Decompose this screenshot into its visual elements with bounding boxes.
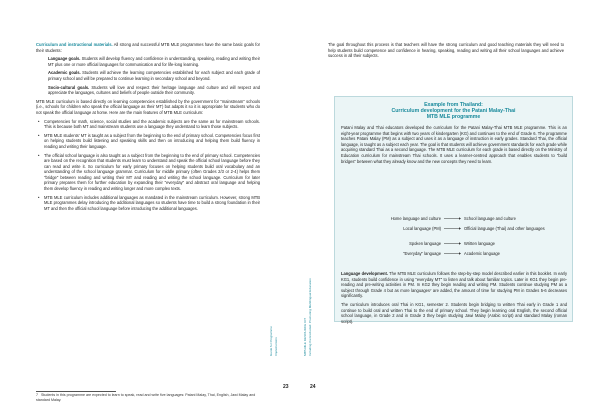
- footnote-number: 7: [36, 393, 38, 397]
- list-item: • The official school language is also taught as a subject from the beginning to the end of primary school. Competencies are based on the recognition that students must learn to understand and speak the official school language before they can read and write it. So curriculum for early primary focuses on helping students build oral vocabulary and an understanding of the school language grammar. Curriculum for middle primary (often Grades 2/3 or 2-4) helps them "bridge" between reading and writing their MT and reading and writing the school language. Curriculum for later primary prepares them for further education by expanding their "everyday" and abstract oral language and helping them develop fluency in reading and writing longer and more complex texts.: [44, 153, 260, 192]
- bridge-row: [341, 226, 567, 235]
- bridge-left: Home language and culture: [390, 216, 441, 221]
- page-number: 23: [283, 384, 289, 390]
- bridge-right: Official language (Thai) and other languages: [464, 226, 545, 231]
- intro-heading: Curriculum and instructional materials.: [36, 42, 113, 47]
- arrow-icon: [444, 252, 461, 255]
- arrow-icon: [444, 227, 461, 230]
- box-paragraph-label: Language development.: [341, 271, 388, 276]
- box-title-line: Example from Thailand:: [424, 102, 483, 108]
- box-title-line: MTB MLE programme: [426, 114, 481, 121]
- bridge-right: Academic language: [464, 251, 500, 256]
- page-number: 24: [310, 384, 316, 390]
- box-title: [335, 102, 572, 121]
- goal-text: Students will achieve the learning competencies established for each subject and each grade of primary school and will be prepared to continue learning in secondary school and beyond.: [48, 70, 260, 81]
- goal-label: Language goals.: [48, 56, 81, 62]
- bridge-right: School language and culture: [464, 216, 516, 221]
- right-top-paragraph: The goal throughout this process is that teachers will have the strong curriculum and good teaching materials they will need to help students build competence and confidence in hearing, speaking, reading and writing all their school languages and achieve success in all their subjects.: [328, 42, 564, 59]
- goal-text: Students will love and respect their heritage language and culture and will respect and appreciate the languages, cultures and beliefs of people outside their community.: [48, 84, 260, 96]
- arrow-icon: [444, 217, 461, 220]
- curriculum-paragraph: MTB MLE curriculum is based directly on learning competencies established by the government for "mainstream" schools (i.e., schools for children who speak the official language as their MT) but adapts it so it is appropriate for students who do not speak the official language at home. Here are the main features of MTB MLE curriculum:: [36, 98, 260, 115]
- box-paragraph: The curriculum introduces oral Thai in KG1, semester 2. Students begin bridging to written Thai early in Grade 1 and continue to build oral and written Thai to the end of primary school. They begin learning oral English, the second official school language, in Grade 2 and in Grade 3 they begin studying Jawi Malay (Arabic script) and standard Malay (roman script).: [341, 301, 567, 324]
- bridge-row: [341, 241, 567, 250]
- footnote-text: Students in this programme are expected to learn to speak, read and write five languages: Patani Malay, Thai, English, Jawi Malay and standard Malay.: [36, 393, 256, 402]
- running-title-line: Implementers: [274, 337, 278, 356]
- list-item: • MTB MLE curriculum includes additional languages as mandated in the mainstream curriculum. However, strong MTB MLE programmes delay introducing the additional languages so students have time to build a strong foundation in their MT and then the official school language before introducing the additional languages.: [44, 195, 260, 212]
- box-paragraph-text: The MTB MLE curriculum follows the step-by-step model described earlier in this booklet. In early KG1, students build confidence in using "everyday MT" to listen and talk about familiar topics. Later in KG1 they begin pre-reading and pre-writing activities in PM. In KG2 they begin reading and writing PM. Students continue studying PM as a subject through Grade 4 but as more languages⁷ are added, the amount of time for studying PM in Grades 5-6 decreases significantly.: [341, 271, 567, 299]
- bridge-row: [341, 216, 567, 225]
- box-body: [341, 125, 567, 167]
- bridge-left: Spoken language: [409, 241, 441, 246]
- bridge-diagram: [341, 216, 567, 268]
- right-running-title: [304, 278, 330, 356]
- list-item: • Competencies for math, science, social studies and the academic subjects are the same as for mainstream schools. This is because both MT and mainstream students use a language they understand to learn those subjects.: [44, 119, 260, 130]
- running-title-line: Guide for Programme: [269, 326, 273, 356]
- list-item: • MTB MLE students' MT is taught as a subject from the beginning to the end of primary school. Competencies focus first on helping students build listening and speaking skills and then on introducing and helping them build fluency in reading and writing their language.: [44, 133, 260, 150]
- box-body-lower: [341, 271, 567, 327]
- bridge-row: [341, 251, 567, 260]
- arrow-icon: [444, 242, 461, 245]
- bridge-left: Local language (PM): [403, 226, 441, 231]
- running-title-line: MTB-MLE RESOURCE KIT: [303, 318, 307, 356]
- example-box: [334, 96, 573, 322]
- box-paragraph: Patani Malay and Thai educators developed the curriculum for the Patani Malay-Thai MTB MLE programme. This is an eight-year programme that begins with two years of kindergarten (KG) and continues to the end of Grade 6. The programme teaches Patani Malay (PM) as a subject and uses it as a language of instruction in early grades. Standard Thai, the official language, is taught as a subject each year. The goal is that students will achieve government standards for each grade while acquiring standard Thai as a second language. The MTB MLE curriculum for each grade is based directly on the Ministry of Education curriculum for mainstream Thai schools. It uses a learner-centred approach that enables students to "build bridges" between what they already know and the new concepts they need to learn.: [341, 125, 567, 164]
- box-title-line: Curriculum development for the Patani Malay-Thai: [391, 108, 516, 115]
- intro-text: All strong and successful MTB MLE programmes have the same basic goals for their students:: [36, 42, 260, 53]
- box-paragraph: [341, 271, 567, 299]
- running-title-line: Including the Excluded: Promoting Multilingual Education: [308, 278, 312, 356]
- goal-label: Socio-cultural goals.: [48, 84, 90, 90]
- goal-label: Academic goals.: [48, 70, 81, 76]
- bridge-right: Written language: [464, 241, 495, 246]
- goal-text: Students will develop fluency and confidence in understanding, speaking, reading and writing their MT plus one or more official languages for communication and for life-long learning.: [48, 56, 260, 67]
- bridge-left: "Everyday" language: [403, 251, 441, 256]
